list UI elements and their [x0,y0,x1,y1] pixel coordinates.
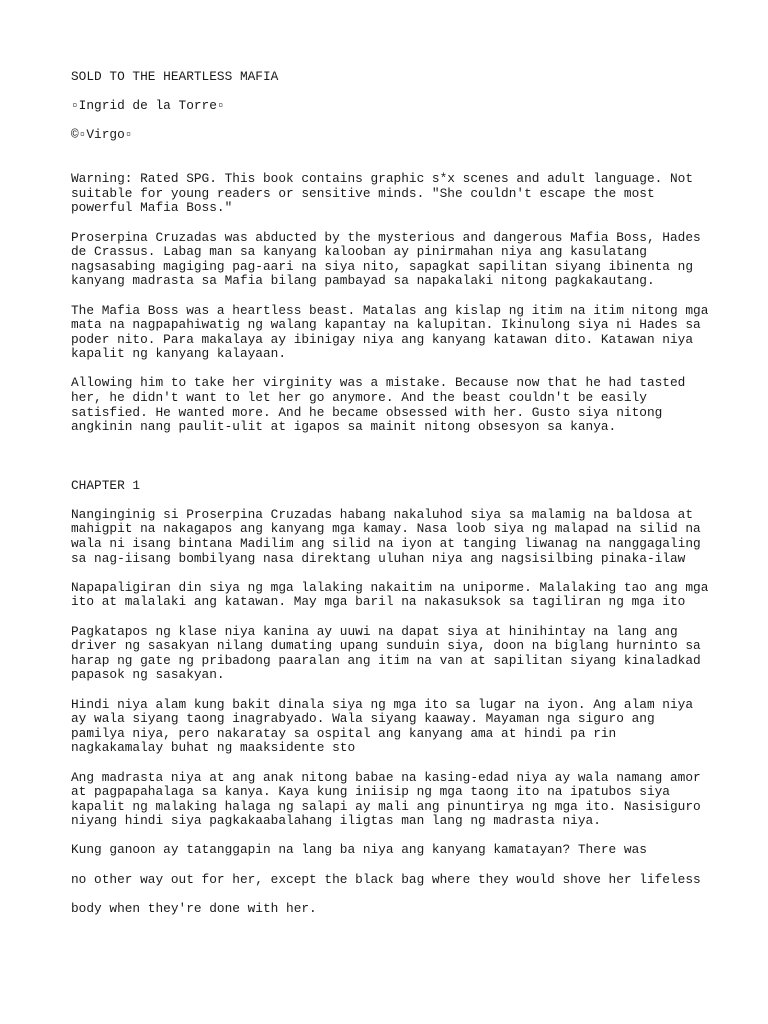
chapter-paragraph: Nanginginig si Proserpina Cruzadas habang nakaluhod siya sa malamig na baldosa at mahigpit na nakagapos ang kanyang mga kamay. Nasa loob siya ng malapad na silid na wala ni isang bintana Madilim ang silid na iyon at tanging liwanag na nanggagaling sa nag-iisang bombilyang nasa direktang uluhan niya ang nagsisilbing pinaka-ilaw [71,506,701,566]
warning-paragraph: Warning: Rated SPG. This book contains graphic s*x scenes and adult language. Not suitable for young readers or sensitive minds. "She couldn't escape the most powerful Mafia Boss." [71,171,694,216]
chapter-paragraph: body when they're done with her. [71,900,317,916]
synopsis-paragraph: Proserpina Cruzadas was abducted by the mysterious and dangerous Mafia Boss, Hades de Crassus. Labag man sa kanyang kalooban ay pinirmahan niya ang kasulatang nagsasabing magiging pag-aari na siya nito, sapagkat sapilitan siyang ibinenta ng kanyang madrasta sa Mafia bilang pambayad sa napakalaki nitong pagkakautang. [71,229,701,289]
chapter-paragraph: Hindi niya alam kung bakit dinala siya ng mga ito sa lugar na iyon. Ang alam niya ay wala siyang taong inagrabyado. Wala siyang kaaway. Mayaman nga siguro ang pamilya niya, pero nakaratay sa ospital ang kanyang ama at hindi pa rin nagkakamalay buhat ng maaksidente sto [71,696,694,756]
chapter-paragraph: Ang madrasta niya at ang anak nitong babae na kasing-edad niya ay wala namang amor at pagpapahalaga sa kanya. Kaya kung iniisip ng mga taong ito na ipatubos siya kapalit ng malaking halaga ng salapi ay mali ang pinuntirya ng mga ito. Nasisiguro niyang hindi siya pagkakaabalahang iligtas man lang ng madrasta niya. [71,769,701,829]
synopsis-paragraph: The Mafia Boss was a heartless beast. Matalas ang kislap ng itim na itim nitong mga mata na nagpapahiwatig ng walang kapantay na kalupitan. Ikinulong siya ni Hades sa poder nito. Para makalaya ay ibinigay niya ang kanyang katawan dito. Katawan niya kapalit ng kanyang kalayaan. [71,302,709,362]
book-title: SOLD TO THE HEARTLESS MAFIA [71,69,279,84]
chapter-paragraph: Pagkatapos ng klase niya kanina ay uuwi na dapat siya at hinihintay na lang ang driver ng sasakyan nilang dumating upang sunduin siya, doon na biglang hurninto sa harap ng gate ng pribadong paaralan ang itim na van at sapilitan siyang kinaladkad papasok ng sasakyan. [71,623,701,683]
chapter-paragraph: no other way out for her, except the black bag where they would shove her lifeless [71,871,701,887]
chapter-heading: CHAPTER 1 [71,477,141,493]
author-line: ▫Ingrid de la Torre▫ [71,98,225,114]
synopsis-paragraph: Allowing him to take her virginity was a mistake. Because now that he had tasted her, he didn't want to let her go anymore. And the beast couldn't be easily satisfied. He wanted more. And he became obsessed with her. Gusto siya nitong angkinin nang paulit-ulit at igapos sa mainit nitong obsesyon sa kanya. [71,375,686,435]
chapter-paragraph: Napapaligiran din siya ng mga lalaking nakaitim na uniporme. Malalaking tao ang mga ito at malalaki ang katawan. May mga baril na nakasuksok sa tagiliran ng mga ito [71,579,709,610]
document-page [71,70,711,931]
chapter-body [71,508,711,917]
chapter-paragraph: Kung ganoon ay tatanggapin na lang ba niya ang kanyang kamatayan? There was [71,842,647,858]
copyright-line: ©▫Virgo▫ [71,127,133,143]
intro-section [71,172,711,435]
